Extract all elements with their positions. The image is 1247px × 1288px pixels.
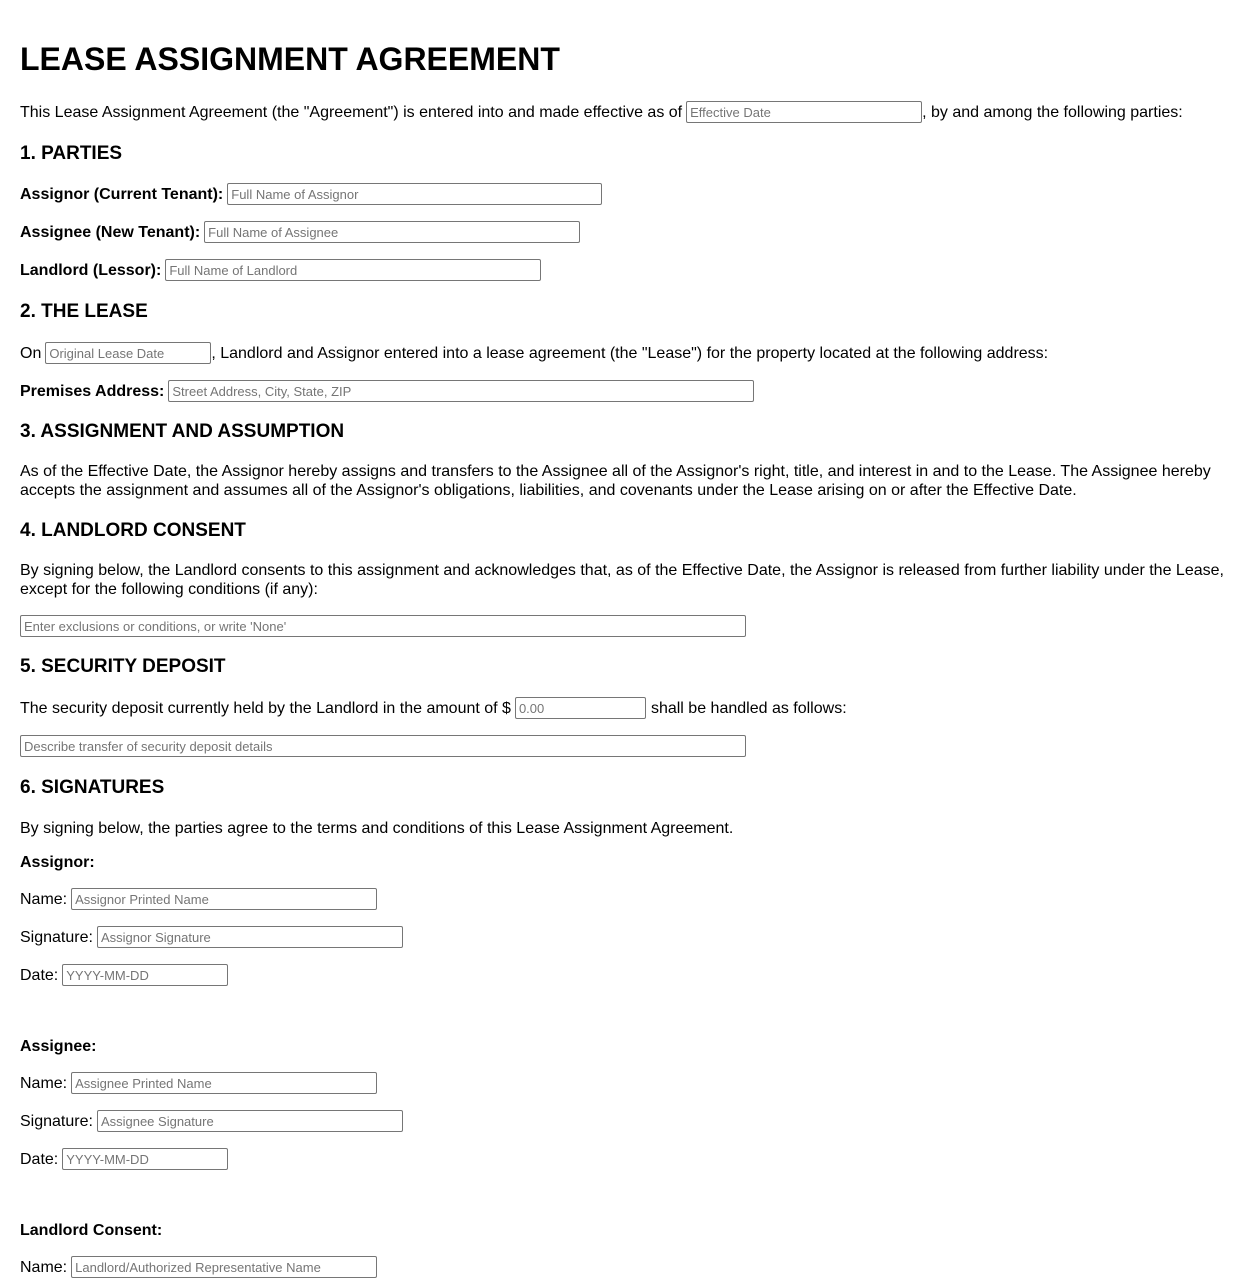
assignor-printed-name-input[interactable] <box>71 888 377 910</box>
consent-paragraph: By signing below, the Landlord consents to this assignment and acknowledges that, as of the Effective Date, the Assignor is released from further liability under the Lease, except for the following conditions (if any): <box>20 562 1224 598</box>
assignee-row <box>20 220 580 244</box>
name-label: Name: <box>20 890 68 908</box>
assignee-signature-row <box>20 1109 403 1133</box>
section-heading-assignment: 3. ASSIGNMENT AND ASSUMPTION <box>20 421 345 442</box>
premises-address-input[interactable] <box>168 380 754 402</box>
assignor-signature-input[interactable] <box>97 926 403 948</box>
section-heading-consent: 4. LANDLORD CONSENT <box>20 520 246 541</box>
assignee-signature-input[interactable] <box>97 1110 403 1132</box>
assignee-name-input[interactable] <box>204 221 580 243</box>
assignor-signature-heading: Assignor: <box>20 854 95 871</box>
assignor-row <box>20 182 602 206</box>
date-label: Date: <box>20 1150 59 1168</box>
lease-text-after-date: , Landlord and Assignor entered into a lease agreement (the "Lease") for the property located at the following address: <box>211 344 1049 362</box>
intro-line <box>20 100 1183 124</box>
name-label: Name: <box>20 1074 68 1092</box>
assignee-label: Assignee (New Tenant): <box>20 223 201 241</box>
landlord-name-input[interactable] <box>165 259 541 281</box>
deposit-details-row <box>20 734 746 758</box>
assignee-printed-name-input[interactable] <box>71 1072 377 1094</box>
intro-text-before: This Lease Assignment Agreement (the "Agreement") is entered into and made effective as of <box>20 103 683 121</box>
landlord-printed-name-row <box>20 1255 377 1279</box>
assignment-paragraph: As of the Effective Date, the Assignor hereby assigns and transfers to the Assignee all of the Assignor's right, title, and interest in and to the Lease. The Assignee hereby accepts the assignment and assumes all of the Assignor's obligations, liabilities, and covenants under the Lease arising on or after the Effective Date. <box>20 463 1211 499</box>
deposit-text-after: shall be handled as follows: <box>650 699 847 717</box>
assignee-date-row <box>20 1147 228 1171</box>
deposit-amount-input[interactable] <box>515 697 646 719</box>
conditions-row <box>20 614 746 638</box>
lease-date-row <box>20 341 1048 365</box>
deposit-amount-row <box>20 696 847 720</box>
assignor-signature-row <box>20 925 403 949</box>
assignor-label: Assignor (Current Tenant): <box>20 185 224 203</box>
premises-label: Premises Address: <box>20 382 165 400</box>
signature-label: Signature: <box>20 928 93 946</box>
section-heading-signatures: 6. SIGNATURES <box>20 777 165 798</box>
page-title: LEASE ASSIGNMENT AGREEMENT <box>20 41 560 77</box>
landlord-row <box>20 258 541 282</box>
assignor-date-input[interactable] <box>62 964 228 986</box>
signatures-text: By signing below, the parties agree to the terms and conditions of this Lease Assignment Agreement. <box>20 819 734 837</box>
premises-row <box>20 379 754 403</box>
section-heading-deposit: 5. SECURITY DEPOSIT <box>20 656 226 677</box>
landlord-label: Landlord (Lessor): <box>20 261 162 279</box>
deposit-text-before: The security deposit currently held by the Landlord in the amount of $ <box>20 699 511 717</box>
original-lease-date-input[interactable] <box>45 342 211 364</box>
lease-on-label: On <box>20 344 42 362</box>
intro-text-after: , by and among the following parties: <box>922 103 1183 121</box>
signatures-paragraph <box>20 816 733 840</box>
assignor-name-input[interactable] <box>227 183 602 205</box>
date-label: Date: <box>20 966 59 984</box>
deposit-details-input[interactable] <box>20 735 746 757</box>
assignor-printed-name-row <box>20 887 377 911</box>
section-heading-lease: 2. THE LEASE <box>20 301 148 322</box>
assignee-printed-name-row <box>20 1071 377 1095</box>
landlord-signature-heading: Landlord Consent: <box>20 1222 163 1239</box>
consent-conditions-input[interactable] <box>20 615 746 637</box>
section-heading-parties: 1. PARTIES <box>20 143 123 164</box>
assignee-date-input[interactable] <box>62 1148 228 1170</box>
effective-date-input[interactable] <box>686 101 922 123</box>
assignor-date-row <box>20 963 228 987</box>
name-label: Name: <box>20 1258 68 1276</box>
landlord-printed-name-input[interactable] <box>71 1256 377 1278</box>
signature-label: Signature: <box>20 1112 93 1130</box>
assignee-signature-heading: Assignee: <box>20 1038 97 1055</box>
